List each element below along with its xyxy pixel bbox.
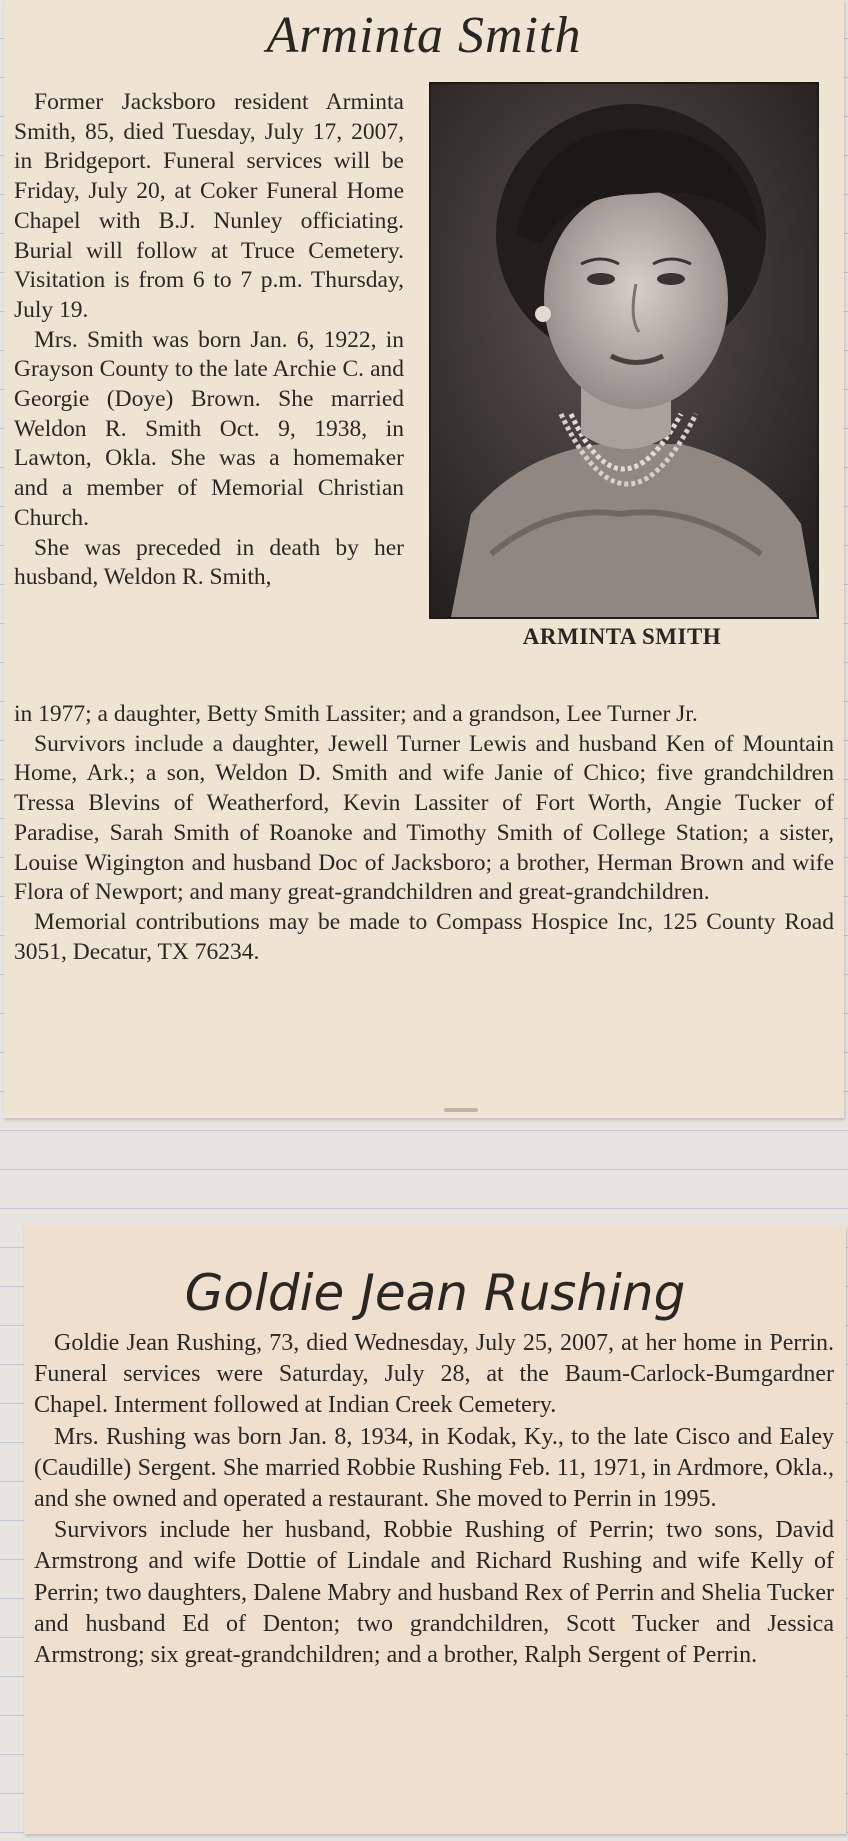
portrait-photo (429, 82, 819, 619)
obituary-text-column (14, 88, 404, 593)
obituary-paragraph: Survivors include a daughter, Jewell Turner Lewis and husband Ken of Mountain Home, Ark.; a son, Weldon D. Smith and wife Janie of Chico; five grandchildren Tressa Blevins of Weatherford, Kevin Lassiter of Fort Worth, Angie Tucker of Paradise, Sarah Smith of Roanoke and Timothy Smith of College Station; a sister, Louise Wigington and husband Doc of Jacksboro; a brother, Herman Brown and wife Flora of Newport; and many great-grandchildren and great-grandchildren. (14, 730, 834, 906)
obituary-paragraph: Goldie Jean Rushing, 73, died Wednesday, July 25, 2007, at her home in Perrin. Funeral services were Saturday, July 28, at the Baum-Carlock-Bumgardner Chapel. Interment followed at Indian Creek Cemetery. (34, 1330, 834, 1419)
obituary-clipping-arminta-smith (4, 0, 844, 1118)
obituary-paragraph: Mrs. Rushing was born Jan. 8, 1934, in Kodak, Ky., to the late Cisco and Ealey (Caudille) Sergent. She married Robbie Rushing Feb. 11, 1971, in Ardmore, Okla., and she owned and operated a restaurant. She moved to Perrin in 1995. (34, 1423, 834, 1513)
ink-smudge (444, 1108, 478, 1112)
obituary-paragraph: Former Jacksboro resident Arminta Smith, 85, died Tuesday, July 17, 2007, in Bridgeport. Funeral services will be Friday, July 20, at Coker Funeral Home Chapel with B.J. Nunley officiating. Burial will follow at Truce Cemetery. Visitation is from 6 to 7 p.m. Thursday, July 19. (14, 89, 404, 323)
obituary-paragraph: Survivors include her husband, Robbie Rushing of Perrin; two sons, David Armstrong and wife Dottie of Lindale and Richard Rushing and wife Kelly of Perrin; two daughters, Dalene Mabry and husband Rex of Perrin and Shelia Tucker and husband Ed of Denton; two grandchildren, Scott Tucker and Jessica Armstrong; six great-grandchildren; and a brother, Ralph Sergent of Perrin. (34, 1517, 834, 1669)
obituary-paragraph: Memorial contributions may be made to Compass Hospice Inc, 125 County Road 3051, Decatur, TX 76234. (14, 908, 834, 965)
obituary-paragraph: She was preceded in death by her husband, Weldon R. Smith, (14, 534, 404, 591)
obituary-paragraph: in 1977; a daughter, Betty Smith Lassiter; and a grandson, Lee Turner Jr. (14, 701, 698, 727)
obituary-title: Arminta Smith (266, 7, 582, 64)
obituary-text-full (14, 700, 834, 967)
photo-caption: ARMINTA SMITH (522, 624, 722, 649)
obituary-paragraph: Mrs. Smith was born Jan. 6, 1922, in Grayson County to the late Archie C. and Georgie (Doye) Brown. She married Weldon R. Smith Oct. 9, 1938, in Lawton, Okla. She was a homemaker and a member of Memorial Christian Church. (14, 326, 404, 531)
obituary-title: Goldie Jean Rushing (184, 1264, 686, 1322)
obituary-text-full (34, 1328, 834, 1671)
obituary-clipping-goldie-jean-rushing (24, 1226, 846, 1834)
